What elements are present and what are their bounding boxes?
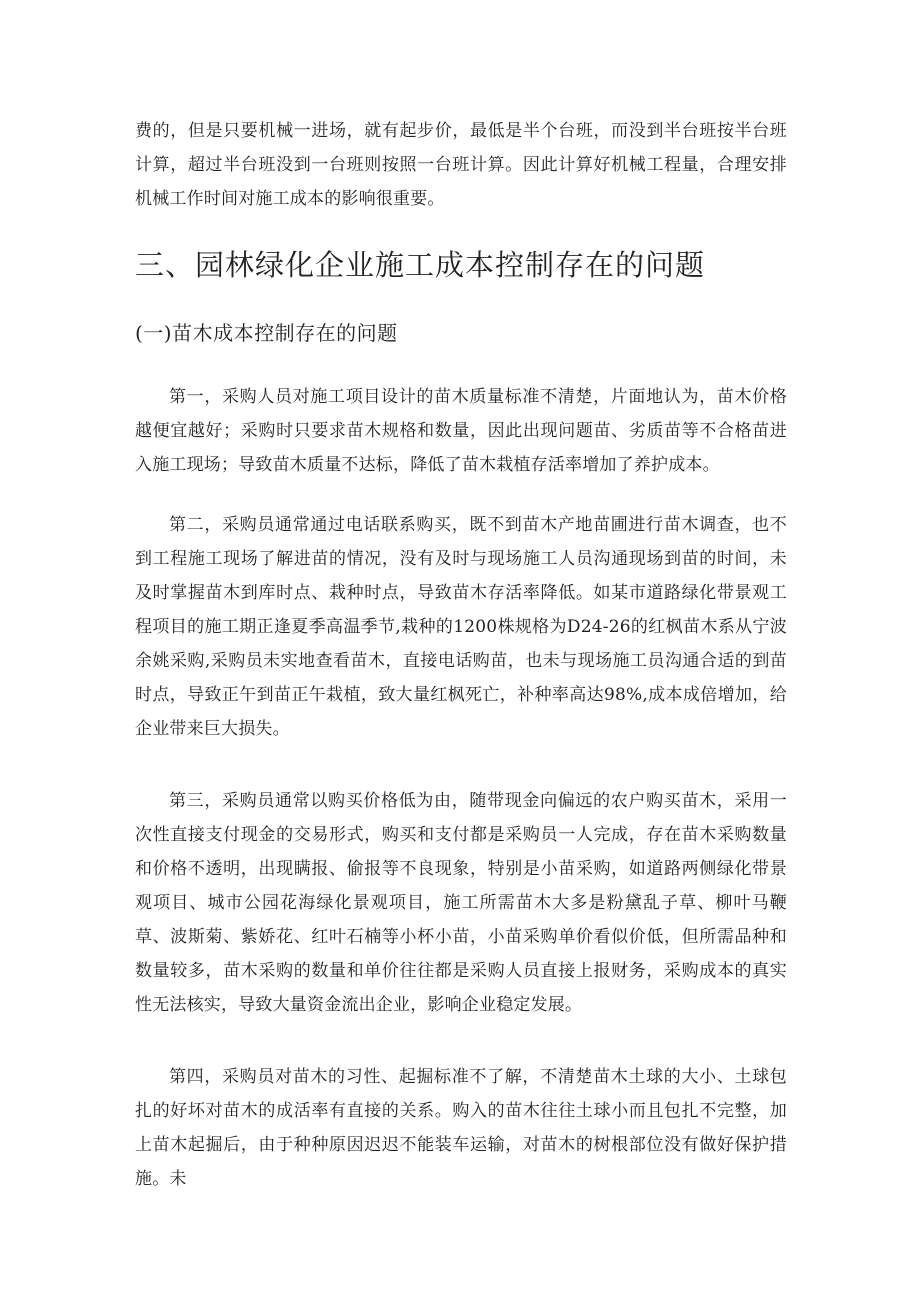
paragraph-second: 第二，采购员通常通过电话联系购买，既不到苗木产地苗圃进行苗木调查，也不到工程施工现场了解进苗的情况，没有及时与现场施工人员沟通现场到苗的时间，未及时掌握苗木到库时点、栽种时点，导致苗木存活率降低。如某市道路绿化带景观工程项目的施工期正逢夏季高温季节,栽种的1200株规格为D24-26的红枫苗木系从宁波余姚采购,采购员未实地查看苗木，直接电话购苗，也未与现场施工员沟通合适的到苗时点，导致正午到苗正午栽植，致大量红枫死亡，补种率高达98%,成本成倍增加，给企业带来巨大损失。 — [135, 515, 787, 739]
paragraph-first: 第一，采购人员对施工项目设计的苗木质量标准不清楚，片面地认为，苗木价格越便宜越好；采购时只要求苗木规格和数量，因此出现问题苗、劣质苗等不合格苗进入施工现场；导致苗木质量不达标，降低了苗木栽植存活率增加了养护成本。 — [135, 387, 787, 475]
paragraph-third: 第三，采购员通常以购买价格低为由，随带现金向偏远的农户购买苗木，采用一次性直接支付现金的交易形式，购买和支付都是采购员一人完成，存在苗木采购数量和价格不透明，出现瞒报、偷报等不良现象，特别是小苗采购，如道路两侧绿化带景观项目、城市公园花海绿化景观项目，施工所需苗木大多是粉黛乱子草、柳叶马鞭草、波斯菊、紫娇花、红叶石楠等小杯小苗，小苗采购单价看似价低，但所需品种和数量较多，苗木采购的数量和单价往往都是采购人员直接上报财务，采购成本的真实性无法核实，导致大量资金流出企业，影响企业稳定发展。 — [135, 791, 787, 1015]
section-heading: 三、园林绿化企业施工成本控制存在的问题 — [135, 248, 706, 282]
paragraph-intro: 费的，但是只要机械一进场，就有起步价，最低是半个台班，而没到半台班按半台班计算，超过半台班没到一台班则按照一台班计算。因此计算好机械工程量，合理安排机械工作时间对施工成本的影响很重要。 — [135, 121, 787, 209]
subsection-heading: (一)苗木成本控制存在的问题 — [135, 321, 398, 345]
paragraph-fourth: 第四，采购员对苗木的习性、起掘标准不了解，不清楚苗木土球的大小、土球包扎的好坏对苗木的成活率有直接的关系。购入的苗木往往土球小而且包扎不完整，加上苗木起掘后，由于种种原因迟迟不能装车运输，对苗木的树根部位没有做好保护措施。未 — [135, 1067, 787, 1189]
